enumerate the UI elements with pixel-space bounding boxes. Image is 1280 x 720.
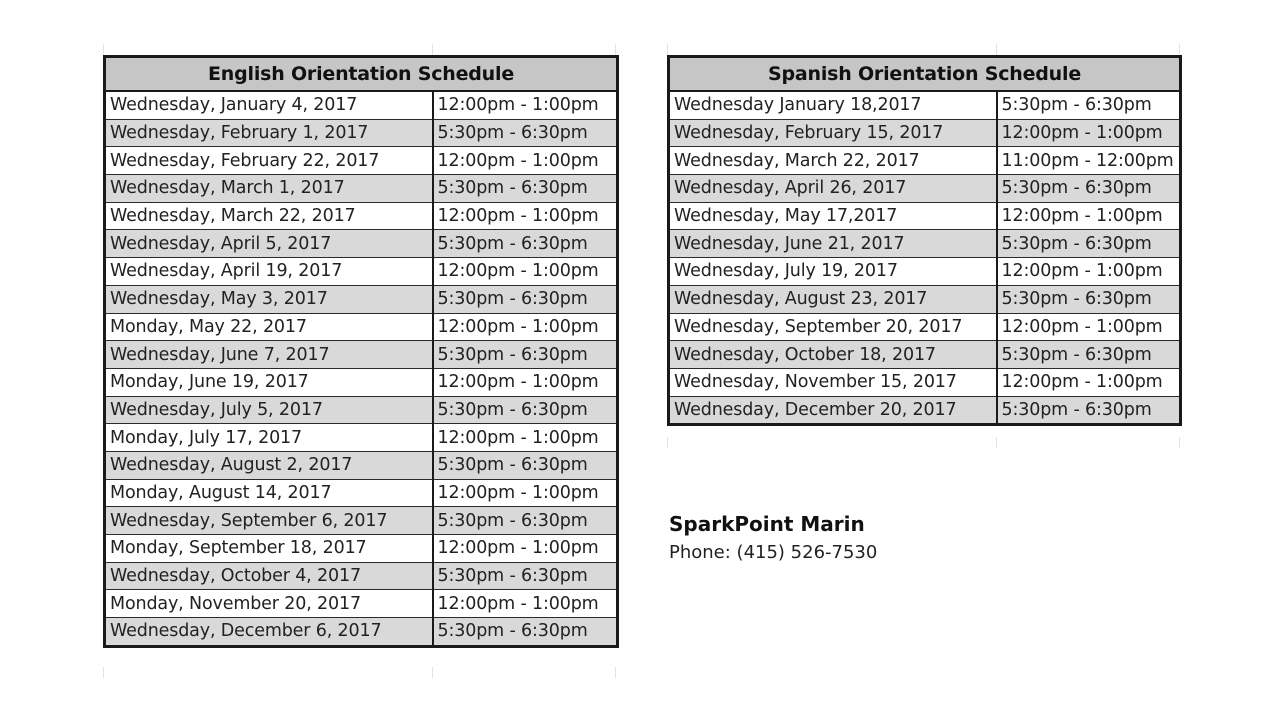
session-time: 5:30pm - 6:30pm — [433, 507, 618, 535]
table-row — [669, 285, 1181, 313]
gridline-decoration — [667, 437, 668, 448]
session-date: Wednesday, April 19, 2017 — [105, 258, 433, 286]
session-time: 5:30pm - 6:30pm — [433, 396, 618, 424]
session-date: Wednesday, September 20, 2017 — [669, 313, 997, 341]
session-date: Wednesday, February 15, 2017 — [669, 119, 997, 147]
session-date: Wednesday, May 3, 2017 — [105, 285, 433, 313]
spanish-schedule-table — [667, 55, 1182, 426]
session-time: 11:00pm - 12:00pm — [997, 147, 1181, 175]
table-row — [105, 562, 618, 590]
session-time: 12:00pm - 1:00pm — [433, 368, 618, 396]
table-row — [105, 202, 618, 230]
session-date: Wednesday, December 6, 2017 — [105, 618, 433, 647]
session-date: Wednesday, April 26, 2017 — [669, 175, 997, 203]
table-row — [669, 368, 1181, 396]
session-date: Wednesday, June 21, 2017 — [669, 230, 997, 258]
session-date: Wednesday, March 22, 2017 — [669, 147, 997, 175]
session-time: 5:30pm - 6:30pm — [997, 175, 1181, 203]
session-time: 5:30pm - 6:30pm — [433, 119, 618, 147]
table-row — [105, 396, 618, 424]
table-row — [105, 424, 618, 452]
gridline-decoration — [432, 667, 433, 678]
session-time: 12:00pm - 1:00pm — [433, 202, 618, 230]
contact-name: SparkPoint Marin — [669, 512, 865, 536]
gridline-decoration — [103, 667, 104, 678]
session-time: 12:00pm - 1:00pm — [433, 313, 618, 341]
session-date: Wednesday, April 5, 2017 — [105, 230, 433, 258]
session-time: 12:00pm - 1:00pm — [997, 202, 1181, 230]
session-time: 12:00pm - 1:00pm — [433, 258, 618, 286]
session-date: Wednesday, June 7, 2017 — [105, 341, 433, 369]
table-row — [669, 230, 1181, 258]
table-row — [105, 535, 618, 563]
session-date: Wednesday, July 5, 2017 — [105, 396, 433, 424]
session-time: 5:30pm - 6:30pm — [433, 618, 618, 647]
session-time: 12:00pm - 1:00pm — [433, 535, 618, 563]
contact-phone: Phone: (415) 526-7530 — [669, 542, 878, 563]
table-row — [105, 341, 618, 369]
table-row — [105, 285, 618, 313]
contact-block — [669, 510, 877, 568]
session-time: 5:30pm - 6:30pm — [997, 230, 1181, 258]
session-time: 12:00pm - 1:00pm — [997, 119, 1181, 147]
gridline-decoration — [615, 667, 616, 678]
gridline-decoration — [1179, 44, 1180, 55]
session-time: 12:00pm - 1:00pm — [433, 91, 618, 119]
table-row — [669, 202, 1181, 230]
english-schedule-title: English Orientation Schedule — [105, 57, 618, 92]
table-row — [105, 313, 618, 341]
table-row — [105, 451, 618, 479]
english-schedule-body — [105, 91, 618, 646]
session-time: 5:30pm - 6:30pm — [997, 396, 1181, 425]
english-schedule-table — [103, 55, 619, 648]
session-time: 5:30pm - 6:30pm — [997, 341, 1181, 369]
session-time: 5:30pm - 6:30pm — [433, 341, 618, 369]
table-row — [105, 368, 618, 396]
session-date: Wednesday, May 17,2017 — [669, 202, 997, 230]
table-row — [105, 175, 618, 203]
session-date: Wednesday, July 19, 2017 — [669, 258, 997, 286]
session-time: 12:00pm - 1:00pm — [433, 424, 618, 452]
session-date: Wednesday, January 4, 2017 — [105, 91, 433, 119]
session-date: Wednesday, February 22, 2017 — [105, 147, 433, 175]
session-time: 12:00pm - 1:00pm — [997, 313, 1181, 341]
session-date: Wednesday, October 4, 2017 — [105, 562, 433, 590]
table-row — [669, 91, 1181, 119]
session-date: Wednesday, March 1, 2017 — [105, 175, 433, 203]
table-row — [105, 479, 618, 507]
table-row — [105, 147, 618, 175]
session-time: 5:30pm - 6:30pm — [997, 91, 1181, 119]
session-time: 5:30pm - 6:30pm — [997, 285, 1181, 313]
gridline-decoration — [1179, 437, 1180, 448]
session-date: Monday, August 14, 2017 — [105, 479, 433, 507]
session-date: Wednesday January 18,2017 — [669, 91, 997, 119]
table-row — [105, 91, 618, 119]
table-row — [105, 230, 618, 258]
table-row — [105, 507, 618, 535]
gridline-decoration — [615, 44, 616, 55]
table-row — [105, 618, 618, 647]
table-row — [669, 341, 1181, 369]
table-header-row — [105, 57, 618, 92]
session-time: 12:00pm - 1:00pm — [997, 368, 1181, 396]
gridline-decoration — [432, 44, 433, 55]
session-date: Monday, July 17, 2017 — [105, 424, 433, 452]
table-header-row — [669, 57, 1181, 92]
session-time: 5:30pm - 6:30pm — [433, 175, 618, 203]
session-date: Wednesday, August 2, 2017 — [105, 451, 433, 479]
table-row — [105, 119, 618, 147]
table-row — [669, 258, 1181, 286]
gridline-decoration — [996, 437, 997, 448]
table-row — [669, 396, 1181, 425]
table-row — [105, 258, 618, 286]
session-date: Monday, November 20, 2017 — [105, 590, 433, 618]
session-time: 5:30pm - 6:30pm — [433, 285, 618, 313]
session-date: Wednesday, September 6, 2017 — [105, 507, 433, 535]
session-time: 5:30pm - 6:30pm — [433, 562, 618, 590]
table-row — [669, 119, 1181, 147]
table-row — [669, 175, 1181, 203]
session-date: Monday, September 18, 2017 — [105, 535, 433, 563]
table-row — [669, 313, 1181, 341]
spanish-schedule-body — [669, 91, 1181, 425]
session-date: Wednesday, March 22, 2017 — [105, 202, 433, 230]
spanish-schedule-title: Spanish Orientation Schedule — [669, 57, 1181, 92]
session-time: 12:00pm - 1:00pm — [433, 147, 618, 175]
session-date: Wednesday, August 23, 2017 — [669, 285, 997, 313]
gridline-decoration — [667, 44, 668, 55]
session-time: 12:00pm - 1:00pm — [997, 258, 1181, 286]
session-date: Wednesday, February 1, 2017 — [105, 119, 433, 147]
gridline-decoration — [103, 44, 104, 55]
session-time: 5:30pm - 6:30pm — [433, 230, 618, 258]
session-date: Monday, May 22, 2017 — [105, 313, 433, 341]
table-row — [669, 147, 1181, 175]
table-row — [105, 590, 618, 618]
session-date: Monday, June 19, 2017 — [105, 368, 433, 396]
session-time: 5:30pm - 6:30pm — [433, 451, 618, 479]
session-date: Wednesday, November 15, 2017 — [669, 368, 997, 396]
session-time: 12:00pm - 1:00pm — [433, 479, 618, 507]
session-time: 12:00pm - 1:00pm — [433, 590, 618, 618]
gridline-decoration — [996, 44, 997, 55]
session-date: Wednesday, October 18, 2017 — [669, 341, 997, 369]
session-date: Wednesday, December 20, 2017 — [669, 396, 997, 425]
